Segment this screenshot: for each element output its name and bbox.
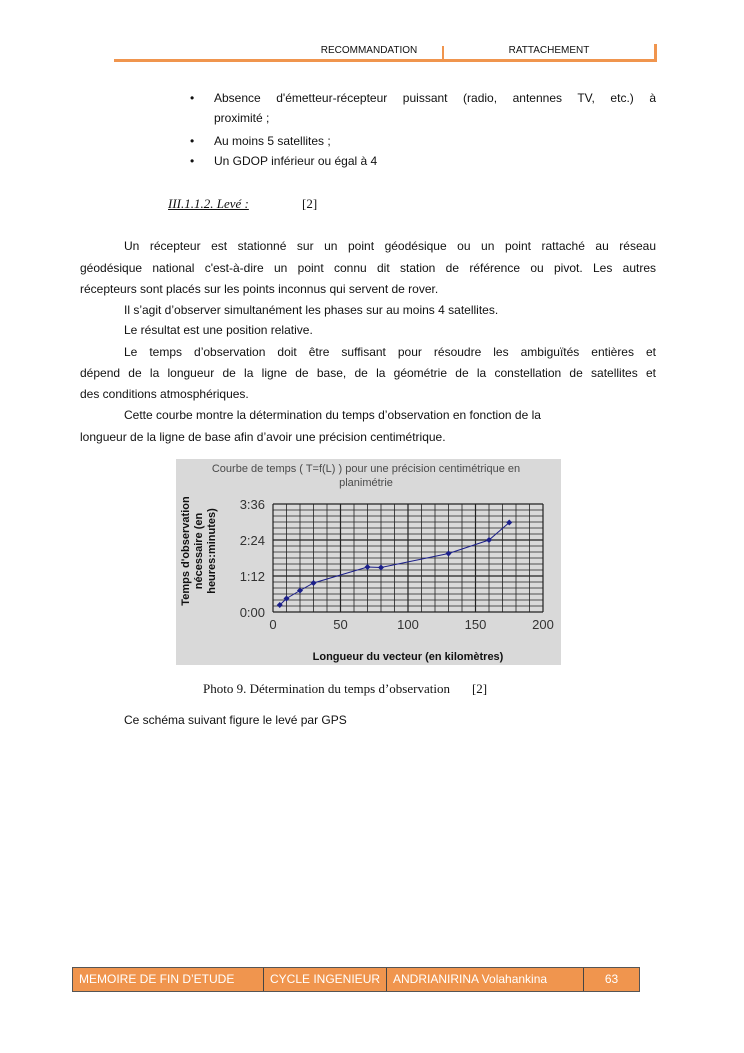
paragraph-line: Le résultat est une position relative.	[124, 323, 313, 337]
header-rattachement: RATTACHEMENT	[508, 45, 590, 56]
bullet-symbol: •	[190, 134, 195, 148]
y-axis-label-line2: nécessaire (en	[193, 512, 205, 590]
footer-page-number: 63	[604, 972, 619, 986]
page-footer	[72, 967, 640, 992]
x-tick-label: 50	[333, 617, 348, 632]
footer-memoire: MEMOIRE DE FIN D’ETUDE	[79, 972, 235, 986]
y-tick-label: 0:00	[239, 605, 265, 620]
bullet-text: proximité ;	[214, 111, 270, 125]
paragraph-line: géodésique national c'est-à-dire un point connu dit station de référence ou pivot. Les autres	[80, 261, 656, 275]
paragraph-line: longueur de la ligne de base afin d’avoir une précision centimétrique.	[80, 430, 446, 444]
paragraph-line: Le temps d’observation doit être suffisant pour résoudre les ambiguïtés entières et	[124, 345, 656, 359]
section-title: III.1.1.2. Levé :	[168, 196, 249, 211]
bullet-symbol: •	[190, 91, 195, 105]
x-axis-label: Longueur du vecteur (en kilomètres)	[312, 651, 504, 663]
bullet-text: Au moins 5 satellites ;	[214, 134, 331, 148]
closing-sentence: Ce schéma suivant figure le levé par GPS	[124, 713, 347, 727]
footer-cycle: CYCLE INGENIEUR	[270, 972, 381, 986]
observation-time-chart	[176, 459, 561, 665]
bullet-symbol: •	[190, 154, 195, 168]
y-tick-label: 3:36	[239, 497, 265, 512]
footer-author: ANDRIANIRINA Volahankina	[393, 972, 548, 986]
x-tick-label: 200	[532, 617, 554, 632]
y-axis-label-line3: heures:minutes)	[206, 508, 218, 594]
paragraph-line: Un récepteur est stationné sur un point géodésique ou un point rattaché au réseau	[124, 239, 656, 253]
paragraph-line: des conditions atmosphériques.	[80, 387, 249, 401]
chart-title-line2: planimétrie	[339, 477, 393, 489]
header-rule	[114, 59, 657, 62]
chart-background	[176, 459, 561, 665]
section-heading	[168, 196, 318, 212]
header-recommandation: RECOMMANDATION	[320, 45, 418, 56]
paragraph-line: Cette courbe montre la détermination du temps d’observation en fonction de la	[124, 408, 541, 422]
x-tick-label: 0	[269, 617, 277, 632]
chart-grid	[273, 504, 543, 612]
caption-reference: [2]	[471, 681, 488, 696]
caption-text: Photo 9. Détermination du temps d’observation	[203, 681, 450, 696]
header-divider	[442, 46, 444, 61]
paragraph-line: Il s’agit d’observer simultanément les phases sur au moins 4 satellites.	[124, 303, 499, 317]
y-axis-label-line1: Temps d'observation	[180, 496, 192, 606]
chart-title-line1: Courbe de temps ( T=f(L) ) pour une précision centimétrique en	[211, 463, 521, 475]
bullet-text: Absence d'émetteur-récepteur puissant (radio, antennes TV, etc.) à	[214, 91, 656, 105]
section-reference: [2]	[302, 196, 318, 211]
page-header	[0, 44, 744, 64]
x-tick-label: 100	[397, 617, 419, 632]
paragraph-line: récepteurs sont placés sur les points inconnus qui servent de rover.	[80, 282, 439, 296]
bullet-text: Un GDOP inférieur ou égal à 4	[214, 154, 378, 168]
figure-caption	[203, 681, 487, 697]
paragraph-line: dépend de la longueur de la ligne de base, de la géométrie de la constellation de satellites et	[80, 366, 656, 380]
y-tick-label: 1:12	[239, 569, 265, 584]
x-tick-label: 150	[464, 617, 487, 632]
y-tick-label: 2:24	[239, 533, 265, 548]
header-end-mark	[654, 44, 657, 62]
